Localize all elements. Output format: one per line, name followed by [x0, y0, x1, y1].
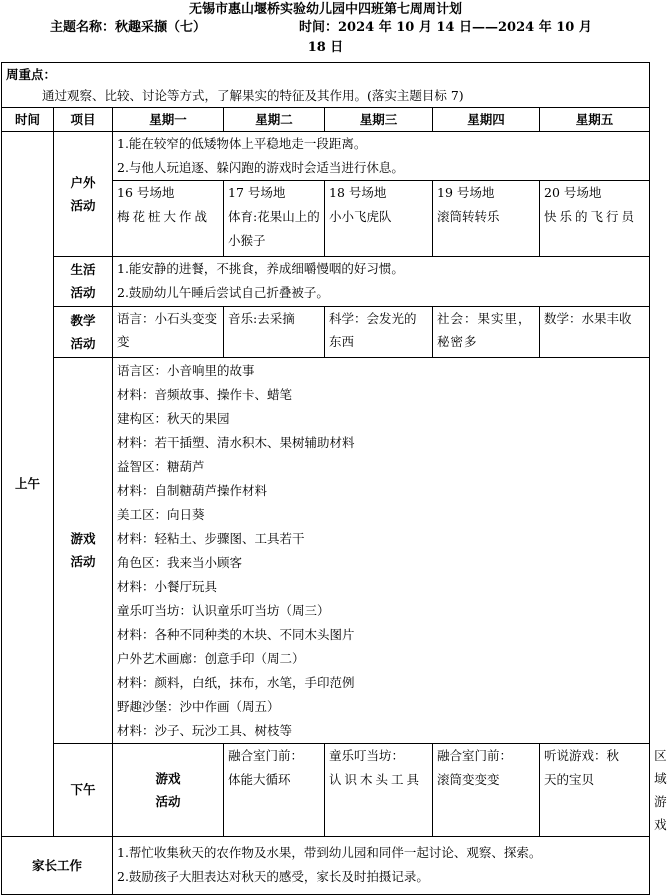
- game-line: 材料：若干插塑、清水积木、果树辅助材料: [117, 434, 355, 450]
- game-areas: [113, 357, 650, 743]
- pm-line: 融合室门前：: [437, 747, 513, 763]
- pm-line: 童乐叮当坊：: [329, 747, 405, 763]
- afternoon-label: 下午: [54, 743, 113, 836]
- game-label-2: 活动: [70, 554, 96, 570]
- life-label-2: 活动: [70, 285, 96, 301]
- outdoor-label: [54, 132, 113, 257]
- outdoor-goals-row: [2, 132, 650, 181]
- life-goal-2: 2.鼓励幼儿午睡后尝试自己折叠被子。: [117, 284, 329, 300]
- outdoor-label-1: 户外: [70, 174, 96, 190]
- header-tuesday: 星期二: [224, 108, 325, 132]
- parent-line-2: 2.鼓励孩子大胆表达对秋天的感受，家长及时拍摄记录。: [117, 868, 429, 884]
- game-line: 材料：各种不同种类的木块、不同木头图片: [117, 626, 355, 642]
- pm-wednesday: [433, 743, 540, 836]
- life-label-1: 生活: [70, 262, 96, 278]
- game-line: 美工区：向日葵: [117, 506, 205, 522]
- outdoor-goal-1: 1.能在较窄的低矮物体上平稳地走一段距离。: [117, 136, 367, 151]
- header-friday: 星期五: [540, 108, 650, 132]
- outdoor-goals: [113, 132, 650, 181]
- outdoor-site: 16 号场地: [117, 184, 175, 200]
- parent-label: 家长工作: [2, 836, 113, 894]
- game-line: 户外艺术画廊：创意手印（周二）: [117, 650, 305, 666]
- morning-label: 上午: [2, 132, 54, 837]
- focus-cell: [2, 63, 650, 108]
- pm-line: 天的宝贝: [544, 771, 595, 787]
- teaching-label-1: 教学: [70, 312, 96, 328]
- outdoor-site: 19 号场地: [437, 184, 495, 200]
- time-label-tail: 18 日: [307, 40, 344, 55]
- teaching-tuesday: 音乐:去采摘: [224, 306, 325, 357]
- pm-line: 听说游戏：秋: [544, 747, 620, 763]
- game-line: 童乐叮当坊：认识童乐叮当坊（周三）: [117, 602, 330, 618]
- game-label-1: 游戏: [70, 531, 96, 547]
- game-line: 角色区：我来当小顾客: [117, 554, 243, 570]
- outdoor-thursday: [433, 180, 540, 256]
- pm-label-2: 活动: [155, 793, 181, 809]
- outdoor-name: 滚筒转转乐: [437, 208, 500, 224]
- game-line: 材料：自制糖葫芦操作材料: [117, 482, 268, 498]
- teaching-label-2: 活动: [70, 335, 96, 351]
- outdoor-name: 小小飞虎队: [329, 208, 392, 224]
- outdoor-wednesday: [325, 180, 433, 256]
- game-row: [2, 357, 650, 743]
- outdoor-label-2: 活动: [70, 197, 96, 213]
- game-line: 材料：小餐厅玩具: [117, 578, 218, 594]
- pm-monday: [224, 743, 325, 836]
- focus-heading: 周重点：: [6, 67, 57, 82]
- life-row: [2, 256, 650, 306]
- outdoor-name: 快乐的飞行员: [544, 208, 638, 224]
- header-time: 时间: [2, 108, 54, 132]
- game-line: 材料：颜料，白纸，抹布，水笔，手印范例: [117, 674, 355, 690]
- teaching-thursday: 社会：果实里，秘密多: [433, 306, 540, 357]
- pm-row: 下午 游戏 活动 融合室门前： 体能大循环 童乐叮当坊： 认识木头工具 融合室门前： 滚筒变变变 听说游戏：秋 天的宝贝 区域游戏: [2, 743, 650, 836]
- header-thursday: 星期四: [433, 108, 540, 132]
- outdoor-monday: [113, 180, 224, 256]
- pm-label-1: 游戏: [155, 770, 181, 786]
- outdoor-goal-2: 2.与他人玩追逐、躲闪跑的游戏时会适当进行休息。: [117, 159, 404, 175]
- game-line: 益智区：糖葫芦: [117, 458, 205, 474]
- theme-label: 主题名称：秋趣采撷（七）: [50, 20, 207, 35]
- life-goals: [113, 256, 650, 306]
- parent-row: [2, 836, 650, 894]
- pm-thursday: [540, 743, 650, 836]
- pm-line: 滚筒变变变: [437, 771, 500, 787]
- teaching-row: [2, 306, 650, 357]
- game-label: [54, 357, 113, 743]
- outdoor-name: 梅花桩大作战: [117, 208, 211, 224]
- header-item: 项目: [54, 108, 113, 132]
- header-monday: 星期一: [113, 108, 224, 132]
- plan-table: [1, 62, 667, 895]
- parent-line-1: 1.帮忙收集秋天的农作物及水果，带到幼儿园和同伴一起讨论、观察、探索。: [117, 844, 542, 860]
- pm-tuesday: [325, 743, 433, 836]
- time-label: 时间：2024 年 10 月 14 日——2024 年 10 月: [299, 20, 592, 35]
- header-wednesday: 星期三: [325, 108, 433, 132]
- focus-text: 通过观察、比较、讨论等方式，了解果实的特征及其作用。(落实主题目标 7): [42, 88, 464, 103]
- game-line: 语言区：小音响里的故事: [117, 362, 255, 378]
- life-goal-1: 1.能安静的进餐，不挑食，养成细嚼慢咽的好习惯。: [117, 260, 404, 276]
- outdoor-tuesday: [224, 180, 325, 256]
- game-line: 材料：轻粘土、步骤图、工具若干: [117, 530, 305, 546]
- teaching-wednesday: 科学：会发光的东西: [325, 306, 433, 357]
- pm-line: 认识木头工具: [329, 771, 423, 787]
- teaching-monday: 语言：小石头变变变: [113, 306, 224, 357]
- page-title: 无锡市惠山堰桥实验幼儿园中四班第七周周计划: [188, 2, 462, 17]
- teaching-friday: 数学：水果丰收: [540, 306, 650, 357]
- outdoor-site: 18 号场地: [329, 184, 387, 200]
- game-line: 建构区：秋天的果园: [117, 410, 230, 426]
- outdoor-friday: [540, 180, 650, 256]
- game-line: 材料：沙子、玩沙工具、树枝等: [117, 722, 293, 738]
- game-line: 野趣沙堡：沙中作画（周五）: [117, 698, 280, 714]
- pm-line: 融合室门前：: [228, 747, 304, 763]
- outdoor-site: 20 号场地: [544, 184, 602, 200]
- focus-row: [2, 63, 650, 108]
- outdoor-site: 17 号场地: [228, 184, 286, 200]
- life-label: [54, 256, 113, 306]
- teaching-label: [54, 306, 113, 357]
- pm-game-label: [113, 743, 224, 836]
- outdoor-name: 体育:花果山上的小猴子: [228, 208, 320, 248]
- parent-work: [113, 836, 650, 894]
- header-row: [2, 108, 650, 132]
- game-line: 材料：音频故事、操作卡、蜡笔: [117, 386, 293, 402]
- pm-line: 体能大循环: [228, 771, 291, 787]
